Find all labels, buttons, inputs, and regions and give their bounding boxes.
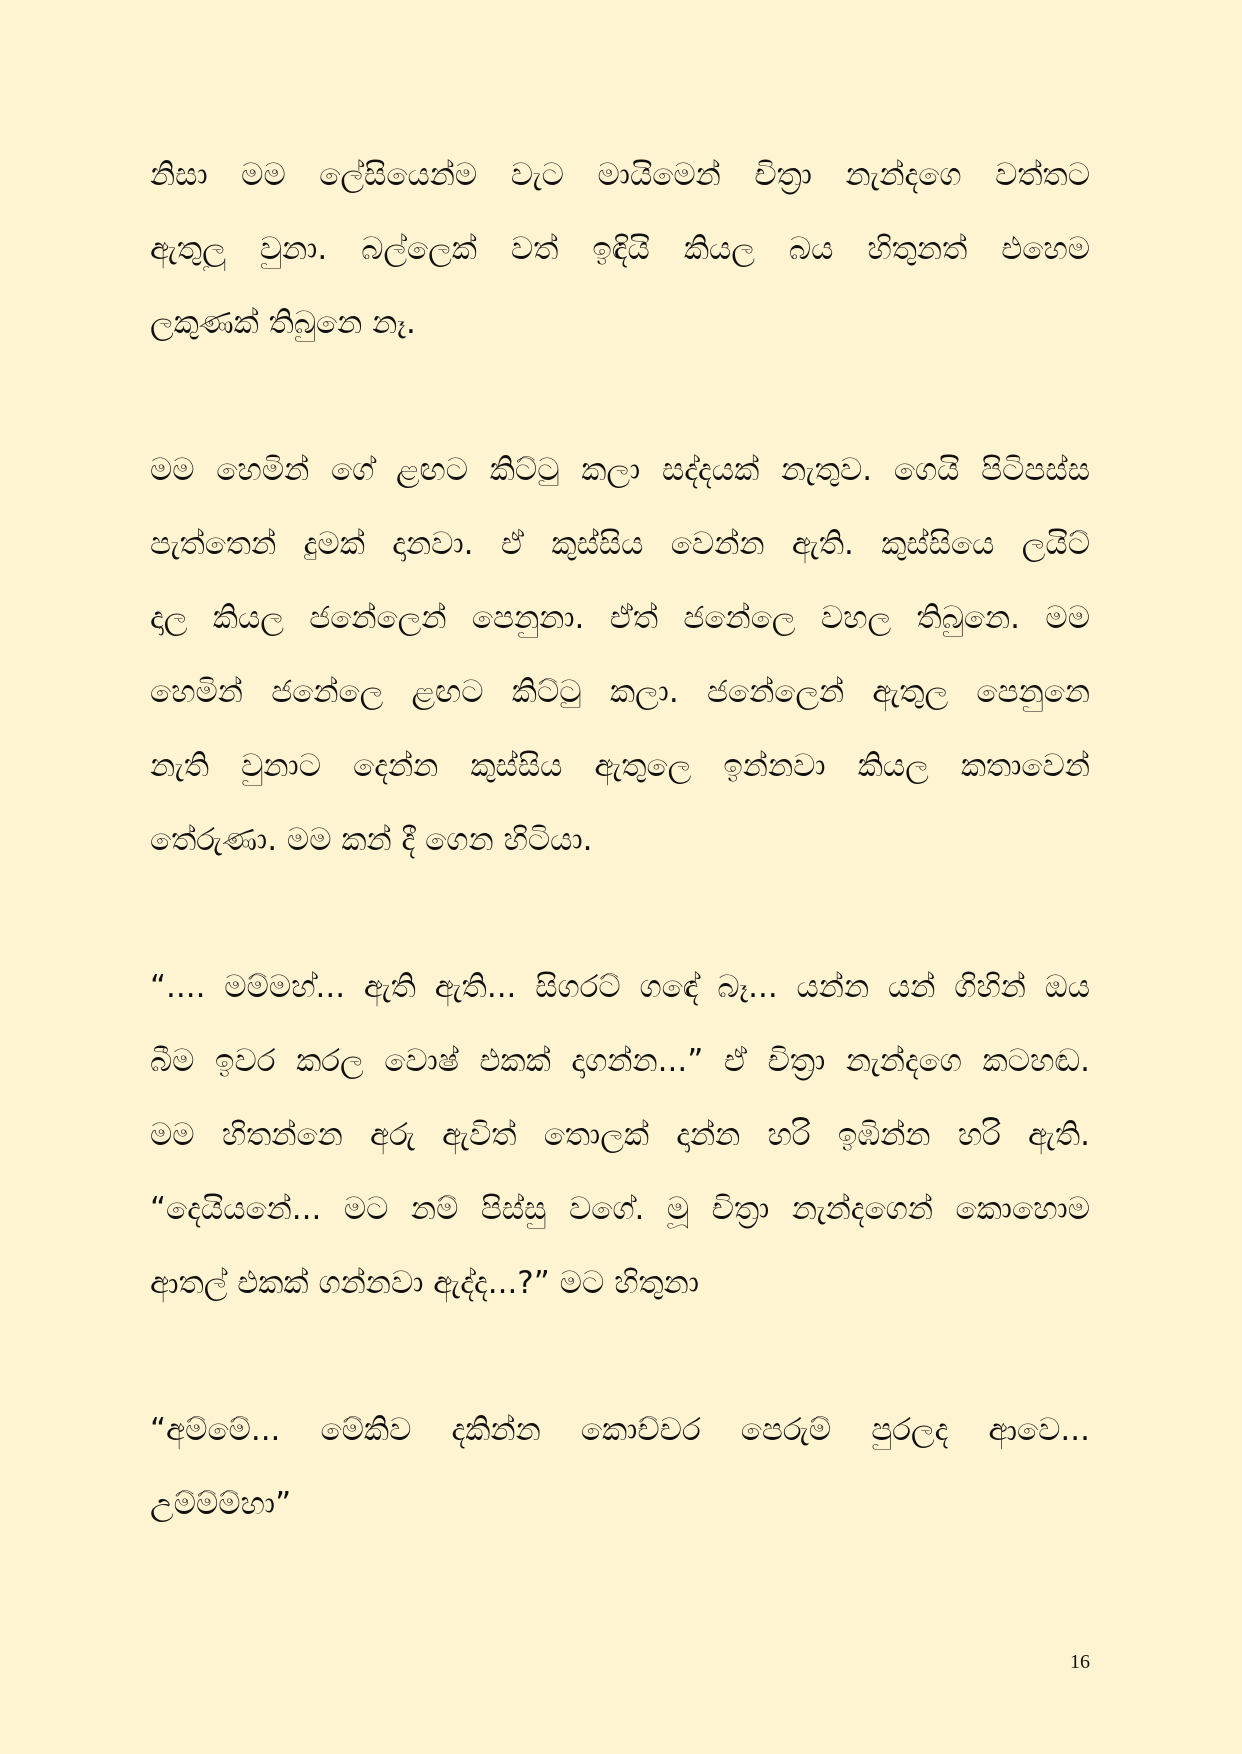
text-line: උම්ම්ම්හා” <box>150 1486 292 1522</box>
text-line: මම හෙමින් ගේ ළඟට කිට්ටු කලා සද්දයක් නැතුව. ගෙයි පිටිපස්ස <box>150 452 1090 488</box>
text-line: “දෙයියනේ... මට නම් පිස්සු වගේ. මූ චිත්‍රා නැන්දගෙන් කොහොම <box>150 1191 1090 1227</box>
text-line: හෙමින් ජනේලෙ ළඟට කිට්ටු කලා. ජනේලෙන් ඇතුල පෙනුනෙ <box>150 674 1090 710</box>
text-line: නැති වුනාට දෙන්න කුස්සිය ඇතුලෙ ඉන්නවා කියල කතාවෙන් <box>150 748 1090 784</box>
text-line: “අම්මේ... මේකිව දකින්න කොච්චර පෙරුම් පුරලද ආවෙ... <box>150 1412 1090 1448</box>
text-line: ඇතුලු වුනා. බල්ලෙක් වත් ඉඳියි කියල බය හිතුනත් එහෙම <box>150 231 1090 267</box>
text-line: මම හිතන්නෙ අරු ඇවිත් තොලක් දාන්න හරි ඉඹින්න හරි ඇති. <box>150 1117 1090 1153</box>
text-line: පැත්තෙන් දුමක් දානවා. ඒ කුස්සිය වෙන්න ඇති. කුස්සියෙ ලයිට් <box>150 526 1090 562</box>
text-line: ලකුණක් තිබුනෙ නෑ. <box>150 305 416 341</box>
page-number: 16 <box>1070 1651 1090 1673</box>
text-line: “.... මම්මහ්... ඇති ඇති... සිගරට් ගඳේ බෑ... යන්න යන් ගිහින් ඔය <box>150 969 1090 1005</box>
text-line: ආතල් එකක් ගන්නවා ඇද්ද...?” මට හිතුනා <box>150 1265 700 1301</box>
text-line: දාල කියල ජනේලෙන් පෙනුනා. ඒත් ජනේලෙ වහල තිබුනෙ. මම <box>150 600 1090 636</box>
text-line: නිසා මම ලේසියෙන්ම වැට මායිමෙන් චිත්‍රා නැන්දගෙ වත්තට <box>150 157 1090 193</box>
text-line: බීම ඉවර කරල වොෂ් එකක් දාගන්න...” ඒ චිත්‍රා නැන්දගෙ කටහඬ. <box>150 1043 1090 1079</box>
text-line: තේරුණා. මම කන් දී ගෙන හිටියා. <box>150 822 593 858</box>
